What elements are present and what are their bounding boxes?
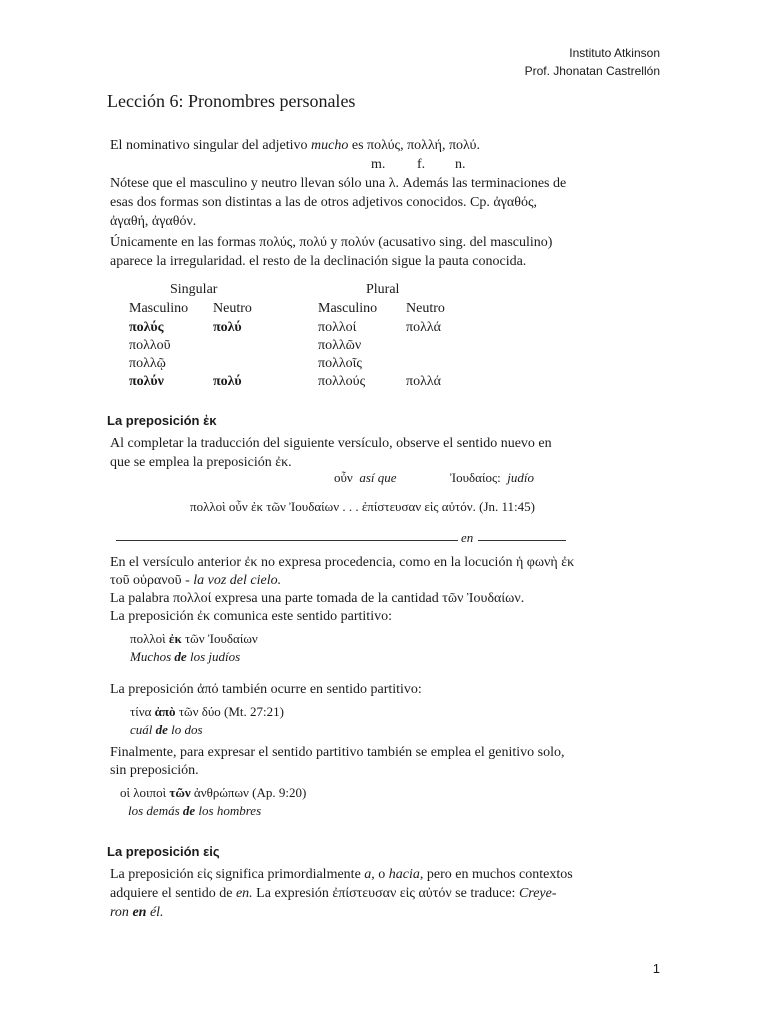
header-institution: Instituto Atkinson bbox=[569, 46, 660, 60]
eis-line-2: adquiere el sentido de en. La expresión ἐπίστευσαν εἰς αὐτόν se traduce: Creye- bbox=[110, 886, 557, 901]
note-line-1: Nótese que el masculino y neutro llevan sólo una λ. Además las terminaciones de bbox=[110, 176, 567, 191]
plur-masc-acc: πολλούς bbox=[318, 374, 366, 389]
example-3-greek: οἱ λοιποὶ τῶν ἀνθρώπων (Ap. 9:20) bbox=[120, 785, 307, 800]
gender-f: f. bbox=[417, 157, 426, 172]
sing-masc-dat: πολλῷ bbox=[129, 356, 166, 371]
col-plur-masc: Masculino bbox=[318, 301, 378, 316]
irregular-line-2: aparece la irregularidad. el resto de la declinación sigue la pauta conocida. bbox=[110, 254, 527, 269]
plur-masc-gen: πολλῶν bbox=[318, 338, 362, 353]
apo-sentence: La preposición ἀπό también ocurre en sentido partitivo: bbox=[110, 682, 422, 697]
sing-masc-gen: πολλοῦ bbox=[129, 338, 171, 353]
translation-blank-1[interactable] bbox=[116, 540, 458, 541]
col-sing-neut: Neutro bbox=[213, 301, 252, 316]
page-number: 1 bbox=[652, 961, 660, 976]
sing-neut-acc: πολύ bbox=[213, 374, 242, 389]
sing-masc-acc: πολύν bbox=[129, 374, 164, 389]
example-3-translation: los demás de los hombres bbox=[128, 803, 262, 818]
eis-line-1: La preposición εἰς significa primordialmente a, o hacia, pero en muchos contextos bbox=[110, 867, 573, 882]
ek-intro-line-2: que se emplea la preposición ἐκ. bbox=[110, 455, 292, 470]
explanation-line-1: En el versículo anterior ἐκ no expresa procedencia, como en la locución ἡ φωνὴ ἐκ bbox=[110, 555, 575, 570]
irregular-line-1: Únicamente en las formas πολύς, πολύ y πολύν (acusativo sing. del masculino) bbox=[110, 235, 553, 250]
explanation-line-3: La palabra πολλοί expresa una parte tomada de la cantidad τῶν Ἰουδαίων. bbox=[110, 591, 525, 606]
sing-masc-nom: πολύς bbox=[129, 320, 164, 335]
plur-neut-acc: πολλά bbox=[406, 374, 441, 389]
section-heading-ek: La preposición ἐκ bbox=[107, 413, 217, 428]
example-2-translation: cuál de lo dos bbox=[130, 722, 203, 737]
plural-heading: Plural bbox=[366, 282, 400, 297]
plur-neut-nom: πολλά bbox=[406, 320, 441, 335]
genitive-line-2: sin preposición. bbox=[110, 763, 199, 778]
genitive-line-1: Finalmente, para expresar el sentido partitivo también se emplea el genitivo solo, bbox=[110, 745, 565, 760]
gender-n: n. bbox=[455, 157, 466, 172]
gender-m: m. bbox=[371, 157, 386, 172]
singular-heading: Singular bbox=[170, 282, 218, 297]
section-heading-eis: La preposición εἰς bbox=[107, 844, 220, 859]
plur-masc-nom: πολλοί bbox=[318, 320, 357, 335]
gloss-oun: οὖν así que bbox=[334, 470, 397, 485]
verse-jn-11-45: πολλοὶ οὖν ἐκ τῶν Ἰουδαίων . . . ἐπίστευσαν εἰς αὐτόν. (Jn. 11:45) bbox=[190, 499, 535, 514]
ek-intro-line-1: Al completar la traducción del siguiente versículo, observe el sentido nuevo en bbox=[110, 436, 552, 451]
intro-line-1: El nominativo singular del adjetivo mucho es πολύς, πολλή, πολύ. bbox=[110, 138, 480, 153]
note-line-3: ἀγαθή, ἀγαθόν. bbox=[110, 214, 197, 229]
example-1-greek: πολλοὶ ἐκ τῶν Ἰουδαίων bbox=[130, 631, 258, 646]
eis-line-3: ron en él. bbox=[110, 905, 164, 920]
page-title: Lección 6: Pronombres personales bbox=[107, 91, 356, 111]
col-sing-masc: Masculino bbox=[129, 301, 189, 316]
sing-neut-nom: πολύ bbox=[213, 320, 242, 335]
header-professor: Prof. Jhonatan Castrellón bbox=[524, 64, 660, 78]
translation-blank-2[interactable] bbox=[478, 540, 566, 541]
plur-masc-dat: πολλοῖς bbox=[318, 356, 362, 371]
col-plur-neut: Neutro bbox=[406, 301, 445, 316]
example-2-greek: τίνα ἀπὸ τῶν δύο (Mt. 27:21) bbox=[130, 704, 284, 719]
blank-connector-en: en bbox=[461, 530, 474, 545]
example-1-translation: Muchos de los judíos bbox=[130, 649, 241, 664]
note-line-2: esas dos formas son distintas a las de otros adjetivos conocidos. Cp. ἀγαθός, bbox=[110, 195, 537, 210]
explanation-line-2: τοῦ οὐρανοῦ - la voz del cielo. bbox=[110, 573, 282, 588]
gloss-ioudaios: Ἰουδαίος: judío bbox=[450, 470, 534, 485]
explanation-line-4: La preposición ἐκ comunica este sentido partitivo: bbox=[110, 609, 392, 624]
